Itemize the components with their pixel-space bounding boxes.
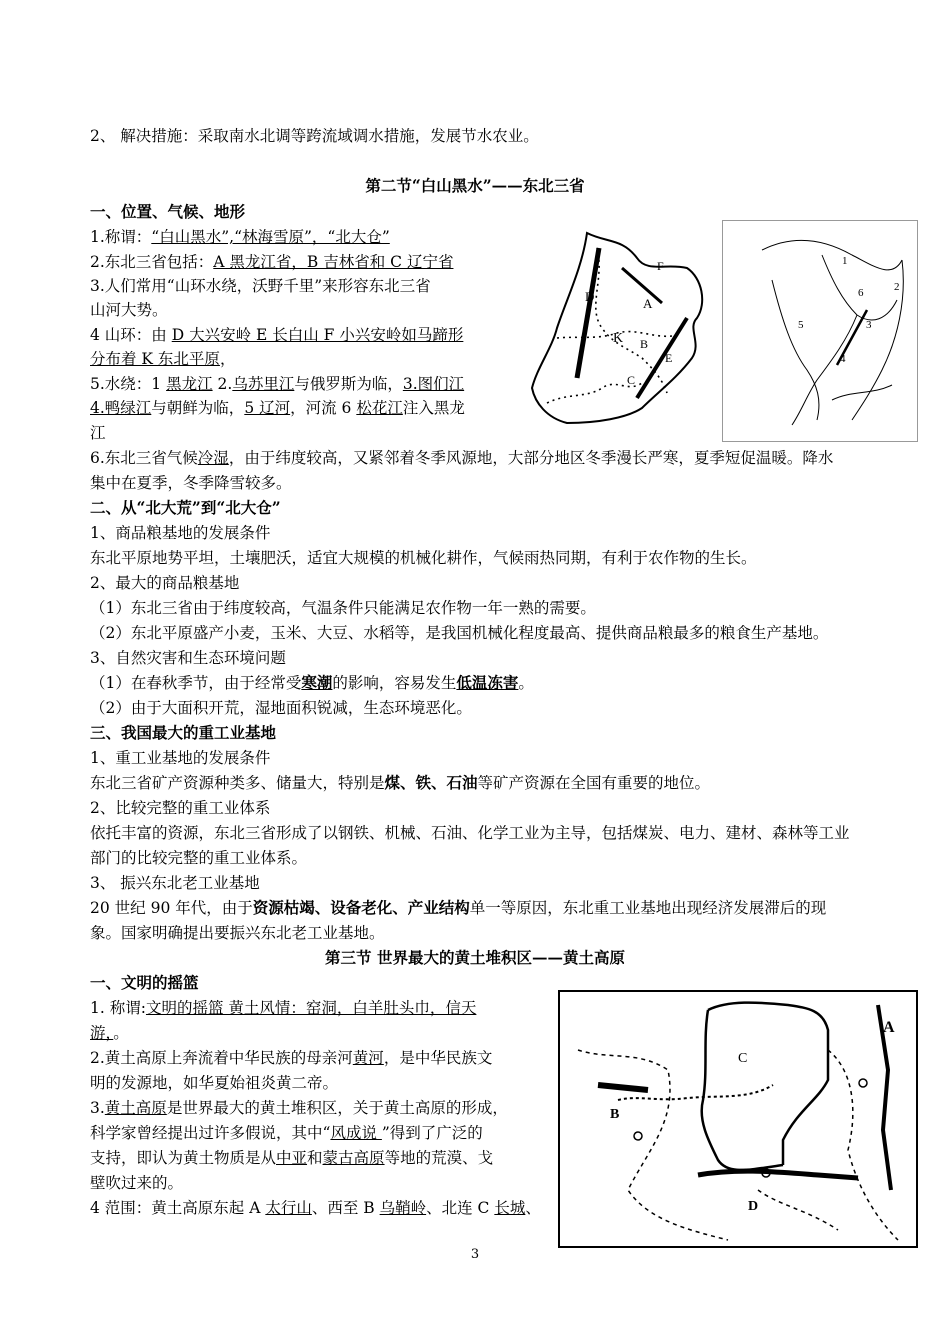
section2-line-5a: 5.水绕：1 黑龙江 2.乌苏里江与俄罗斯为临，3.图们江	[90, 375, 465, 393]
section3-title: 第三节 世界最大的黄土堆积区——黄土高原	[325, 948, 625, 967]
section2-line-5b: 4.鸭绿江与朝鲜为临，5 辽河，河流 6 松花江注入黑龙	[90, 399, 465, 417]
section3-line-2a: 2.黄土高原上奔流着中华民族的母亲河黄河，是中华民族文	[90, 1049, 493, 1067]
section2-p13: 3、 振兴东北老工业基地	[90, 874, 260, 892]
section3-line-2b: 明的发源地，如华夏始祖炎黄二帝。	[90, 1074, 339, 1092]
section2-title: 第二节“白山黑水”——东北三省	[365, 176, 585, 195]
section2-line-1: 1.称谓：“白山黑水”,“林海雪原”，“北大仓”	[90, 228, 390, 246]
map1-label-c: C	[627, 373, 636, 387]
section2-line-2: 2.东北三省包括：A 黑龙江省，B 吉林省和 C 辽宁省	[90, 253, 454, 271]
section3-line-3c: 支持，即认为黄土物质是从中亚和蒙古高原等地的荒漠、戈	[90, 1149, 494, 1167]
northeast-mountains-map	[527, 228, 717, 428]
section2-p14b: 象。国家明确提出要振兴东北老工业基地。	[90, 924, 385, 942]
section2-p4: （1）东北三省由于纬度较高，气温条件只能满足农作物一年一熟的需要。	[90, 599, 596, 617]
section2-line-3a: 3.人们常用“山环水绕，沃野千里”来形容东北三省	[90, 277, 431, 295]
section2-heading-3: 三、我国最大的重工业基地	[90, 723, 277, 742]
page-number: 3	[470, 1247, 480, 1262]
northeast-rivers-map	[722, 220, 918, 442]
section2-p7: （1）在春秋季节，由于经常受寒潮的影响，容易发生低温冻害。	[90, 673, 534, 692]
map2-label-3: 3	[866, 319, 872, 331]
map2-label-1: 1	[842, 255, 848, 267]
section2-line-4b: 分布着 K 东北平原，	[90, 350, 236, 368]
section2-p9: 1、重工业基地的发展条件	[90, 749, 271, 767]
section2-p8: （2）由于大面积开荒，湿地面积锐减，生态环境恶化。	[90, 699, 472, 717]
section2-p11: 2、比较完整的重工业体系	[90, 799, 271, 817]
top-line: 2、 解决措施：采取南水北调等跨流域调水措施，发展节水农业。	[90, 127, 539, 145]
section2-p6: 3、自然灾害和生态环境问题	[90, 649, 286, 667]
section2-p12a: 依托丰富的资源，东北三省形成了以钢铁、机械、石油、化学工业为主导，包括煤炭、电力、建材、森林等工业	[90, 824, 850, 842]
section2-p10: 东北三省矿产资源种类多、储量大，特别是煤、铁、石油等矿产资源在全国有重要的地位。	[90, 773, 711, 792]
map2-label-6: 6	[858, 287, 864, 299]
section2-p5: （2）东北平原盛产小麦，玉米、大豆、水稻等，是我国机械化程度最高、提供商品粮最多的粮食生产基地。	[90, 624, 829, 642]
section3-line-1a: 1. 称谓:文明的摇篮 黄土风情：窑洞，白羊肚头巾，信天	[90, 999, 477, 1017]
section2-p14a: 20 世纪 90 年代，由于资源枯竭、设备老化、产业结构单一等原因，东北重工业基地出现经济发展滞后的现	[90, 898, 827, 917]
section2-heading-2: 二、从“北大荒”到“北大仓”	[90, 498, 281, 517]
map1-label-e: E	[665, 351, 673, 365]
section3-line-3a: 3.黄土高原是世界最大的黄土堆积区，关于黄土高原的形成，	[90, 1099, 508, 1117]
section2-line-4a: 4 山环：由 D 大兴安岭 E 长白山 F 小兴安岭如马蹄形	[90, 326, 464, 344]
map1-label-d: D	[585, 289, 595, 304]
section2-line-6b: 集中在夏季，冬季降雪较多。	[90, 474, 292, 492]
section2-p12b: 部门的比较完整的重工业体系。	[90, 849, 308, 867]
loess-plateau-map	[558, 990, 918, 1248]
map3-label-a: A	[883, 1019, 895, 1036]
section2-line-3b: 山河大势。	[90, 301, 168, 319]
map1-label-b: B	[640, 337, 649, 351]
section3-line-3b: 科学家曾经提出过许多假说，其中“风成说 ”得到了广泛的	[90, 1124, 483, 1142]
section3-line-1b: 游，。	[90, 1024, 129, 1042]
section2-line-6a: 6.东北三省气候冷湿，由于纬度较高，又紧邻着冬季风源地，大部分地区冬季漫长严寒，夏季短促温暖。降水	[90, 449, 834, 467]
section3-line-4: 4 范围：黄土高原东起 A 太行山、西至 B 乌鞘岭、北连 C 长城、	[90, 1199, 541, 1217]
map3-label-c: C	[738, 1051, 748, 1066]
section2-p3: 2、最大的商品粮基地	[90, 574, 240, 592]
map2-label-4: 4	[840, 353, 846, 365]
map3-label-b: B	[610, 1107, 620, 1122]
map3-label-d: D	[748, 1199, 759, 1214]
map2-label-5: 5	[798, 319, 804, 331]
map1-label-a: A	[643, 296, 653, 311]
map1-label-k: K	[613, 331, 624, 346]
section2-heading-1: 一、位置、气候、地形	[90, 202, 246, 221]
section2-p1: 1、商品粮基地的发展条件	[90, 524, 271, 542]
section2-p2: 东北平原地势平坦，土壤肥沃，适宜大规模的机械化耕作，气候雨热同期，有利于农作物的生长。	[90, 549, 757, 567]
section3-heading-1: 一、文明的摇篮	[90, 973, 199, 992]
map2-label-2: 2	[894, 281, 900, 293]
section3-line-3d: 壁吹过来的。	[90, 1174, 184, 1192]
map1-label-f: F	[657, 259, 664, 273]
section2-line-5c: 江	[90, 424, 106, 442]
